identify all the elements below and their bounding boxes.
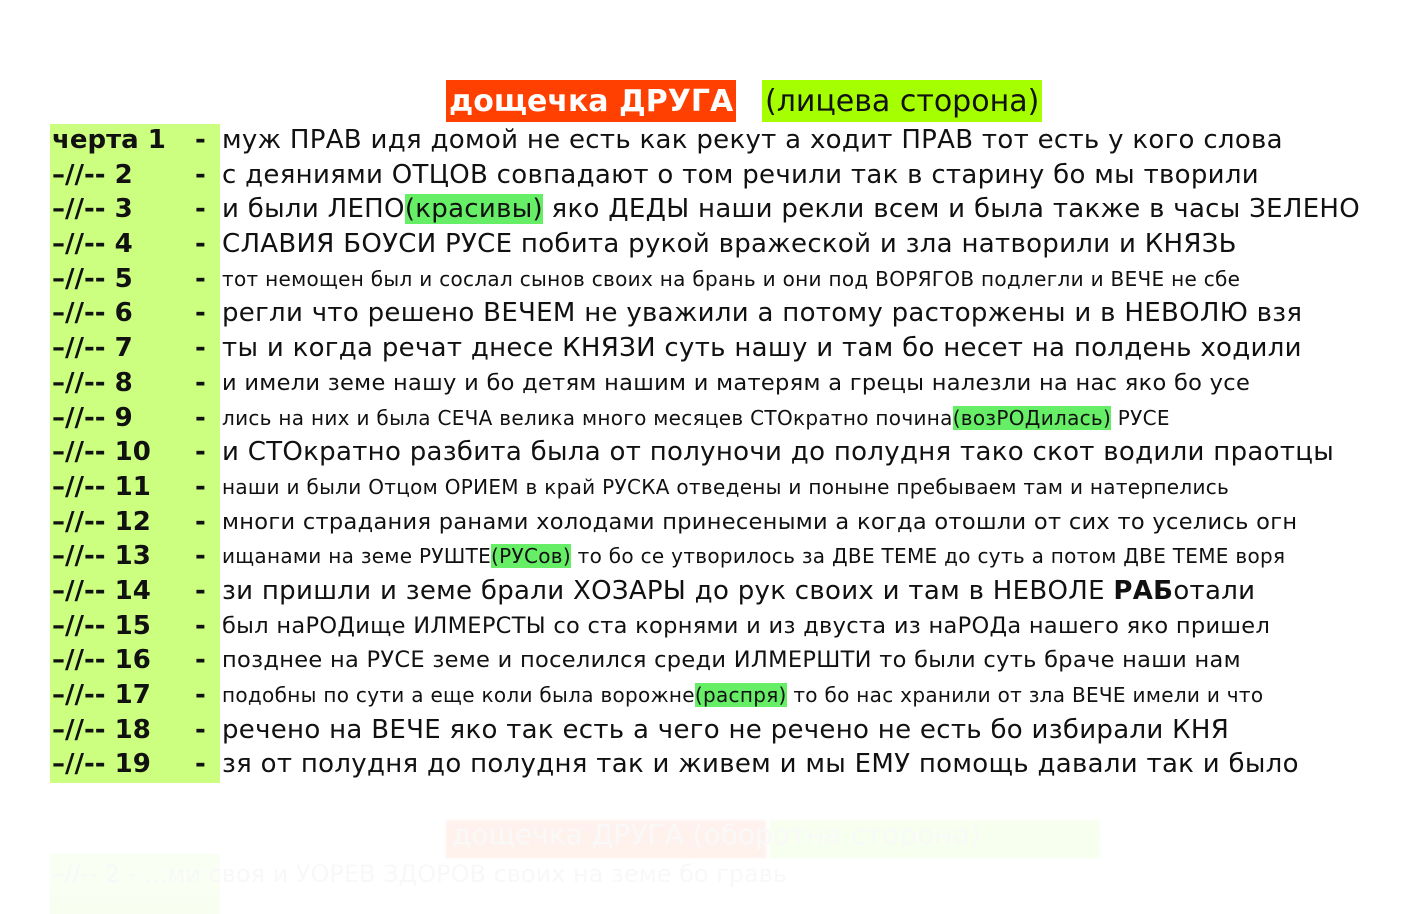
line-dash: - — [195, 680, 206, 710]
text-line — [50, 159, 1407, 194]
text-line — [50, 540, 1407, 575]
line-dash: - — [195, 645, 206, 676]
text-fragment: многи страдания ранами холодами принесеными а когда отошли от сих то уселись огн — [222, 508, 1298, 535]
line-dash: - — [195, 610, 206, 641]
text-fragment: был наРОДище ИЛМЕРСТЫ со ста корнями и из двуста из наРОДа нашего яко пришел — [222, 612, 1271, 639]
line-text — [222, 124, 1283, 157]
text-line — [50, 436, 1407, 471]
text-fragment: яко ДЕДЫ наши рекли всем и была также в часы ЗЕЛЕНО — [542, 194, 1361, 225]
text-line — [50, 367, 1407, 402]
gloss-highlight: (красивы) — [404, 194, 543, 225]
line-label: –//-- 3 — [50, 193, 220, 228]
line-text — [222, 436, 1334, 469]
text-fragment: подобны по сути а еще коли была ворожне — [222, 683, 695, 707]
text-line — [50, 124, 1407, 159]
text-fragment: то бо нас хранили от зла ВЕЧЕ имели и что — [786, 683, 1264, 707]
line-text — [222, 228, 1237, 261]
line-label: –//-- 17 — [50, 679, 220, 714]
line-label: –//-- 16 — [50, 644, 220, 679]
line-text — [222, 644, 1241, 677]
mirror-fade — [0, 796, 1407, 914]
line-text — [222, 332, 1302, 365]
text-line — [50, 610, 1407, 645]
line-dash: - — [195, 402, 206, 433]
line-label: –//-- 7 — [50, 332, 220, 367]
text-fragment: отали — [1173, 575, 1256, 606]
line-dash: - — [195, 437, 206, 468]
gloss-highlight: (распря) — [694, 683, 787, 707]
text-line — [50, 332, 1407, 367]
bold-fragment: РАБ — [1113, 575, 1174, 606]
line-text — [222, 193, 1360, 226]
line-dash: - — [195, 749, 206, 780]
line-dash: - — [195, 471, 206, 502]
text-fragment: тот немощен был и сослал сынов своих на брань и они под ВОРЯГОВ подлегли и ВЕЧЕ не сбе — [222, 266, 1241, 291]
line-text — [222, 471, 1229, 504]
line-label: –//-- 19 — [50, 748, 220, 783]
line-text — [222, 297, 1302, 330]
text-line — [50, 193, 1407, 228]
line-dash: - — [195, 541, 206, 572]
text-line — [50, 506, 1407, 541]
line-text — [222, 575, 1255, 608]
text-line — [50, 263, 1407, 298]
line-label: –//-- 10 — [50, 436, 220, 471]
line-text — [222, 540, 1285, 573]
line-dash: - — [195, 125, 206, 155]
line-label: –//-- 15 — [50, 610, 220, 645]
title-main: дощечка ДРУГА — [446, 80, 736, 122]
line-dash: - — [195, 575, 206, 606]
text-line — [50, 471, 1407, 506]
line-text — [222, 748, 1299, 781]
text-fragment: регли что решено ВЕЧЕМ не уважили а потому расторжены и в НЕВОЛЮ взя — [222, 298, 1303, 329]
line-dash: - — [195, 159, 206, 190]
line-label: –//-- 11 — [50, 471, 220, 506]
line-dash: - — [195, 506, 206, 537]
line-dash: - — [195, 194, 206, 225]
text-fragment: и СТОкратно разбита была от полуночи до полудня тако скот водили праотцы — [222, 437, 1335, 468]
text-fragment: лись на них и была СЕЧА велика много месяцев СТОкратно почина — [222, 405, 953, 430]
text-line — [50, 297, 1407, 332]
text-fragment: с деяниями ОТЦОВ совпадают о том речили так в старину бо мы творили — [222, 159, 1259, 190]
line-text — [222, 159, 1259, 192]
line-label: –//-- 2 — [50, 159, 220, 194]
text-line — [50, 679, 1407, 714]
text-line — [50, 228, 1407, 263]
text-fragment: ищанами на земе РУШТЕ — [222, 544, 492, 569]
text-line — [50, 644, 1407, 679]
line-dash: - — [195, 298, 206, 329]
line-label: –//-- 13 — [50, 540, 220, 575]
text-lines — [50, 124, 1407, 783]
line-text — [222, 506, 1297, 539]
line-text — [222, 679, 1263, 712]
line-text — [222, 714, 1229, 747]
text-fragment: РУСЕ — [1111, 405, 1170, 430]
text-fragment: зи пришли и земе брали ХОЗАРЫ до рук своих и там в НЕВОЛЕ — [222, 575, 1114, 606]
gloss-highlight: (возРОДилась) — [952, 405, 1112, 430]
text-line — [50, 714, 1407, 749]
line-label: –//-- 4 — [50, 228, 220, 263]
line-label: –//-- 6 — [50, 297, 220, 332]
line-dash: - — [195, 229, 206, 260]
text-fragment: то бо се утворилось за ДВЕ ТЕМЕ до суть а потом ДВЕ ТЕМЕ воря — [571, 544, 1286, 569]
line-text — [222, 263, 1240, 296]
line-text — [222, 610, 1270, 643]
text-fragment: речено на ВЕЧЕ яко так есть а чего не речено не есть бо избирали КНЯ — [222, 714, 1230, 745]
mirror-reflection — [0, 796, 1407, 914]
title-sub: (лицева сторона) — [762, 80, 1042, 122]
text-fragment: позднее на РУСЕ земе и поселился среди ИЛМЕРШТИ то были суть браче наши нам — [222, 647, 1241, 674]
text-fragment: СЛАВИЯ БОУСИ РУСЕ побита рукой вражеской и зла натворили и КНЯЗЬ — [222, 229, 1237, 260]
text-fragment: зя от полудня до полудня так и живем и мы ЕМУ помощь давали так и было — [222, 749, 1299, 780]
line-dash: - — [195, 333, 206, 364]
line-text — [222, 402, 1170, 435]
line-dash: - — [195, 367, 206, 398]
text-fragment: и имели земе нашу и бо детям нашим и матерям а грецы налезли на нас яко бо усе — [222, 369, 1251, 396]
text-fragment: муж ПРАВ идя домой не есть как рекут а ходит ПРАВ тот есть у кого слова — [222, 125, 1283, 155]
line-label: черта 1 — [50, 124, 220, 159]
line-label: –//-- 18 — [50, 714, 220, 749]
text-line — [50, 575, 1407, 610]
text-fragment: и были ЛЕПО — [222, 194, 405, 225]
text-fragment: наши и были Отцом ОРИЕМ в край РУСКА отведены и поныне пребываем там и натерпелись — [222, 474, 1230, 499]
text-line — [50, 748, 1407, 783]
text-line — [50, 402, 1407, 437]
line-dash: - — [195, 263, 206, 294]
text-fragment: ты и когда речат днесе КНЯЗИ суть нашу и там бо несет на полдень ходили — [222, 333, 1302, 364]
gloss-highlight: (РУСов) — [491, 544, 571, 569]
line-label: –//-- 5 — [50, 263, 220, 298]
line-dash: - — [195, 714, 206, 745]
line-label: –//-- 12 — [50, 506, 220, 541]
title-row — [0, 78, 1407, 124]
line-label: –//-- 9 — [50, 402, 220, 437]
line-label: –//-- 14 — [50, 575, 220, 610]
line-text — [222, 367, 1250, 400]
line-label: –//-- 8 — [50, 367, 220, 402]
